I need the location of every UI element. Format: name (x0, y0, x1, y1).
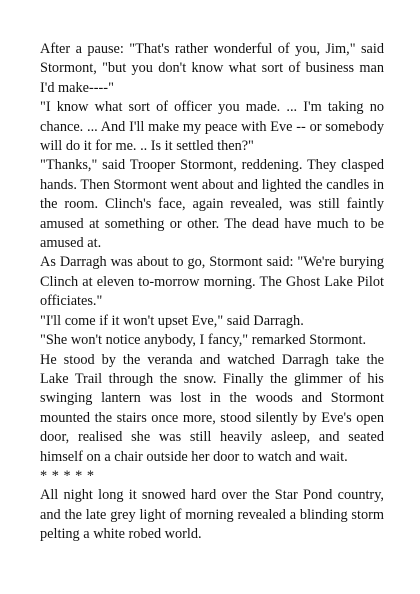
section-separator: * * * * * (40, 467, 95, 484)
paragraph-4: As Darragh was about to go, Stormont said: "We're burying Clinch at eleven to-morrow morning. The Ghost Lake Pilot officiates." (40, 254, 384, 310)
paragraph-7: He stood by the veranda and watched Darragh take the Lake Trail through the snow. Finally the glimmer of his swinging lantern was lost in the woods and Stormont mounted the stairs once more, stood silently by Eve's open door, realised she was still heavily asleep, and seated himself on a chair outside her door to watch and wait. (40, 351, 384, 465)
paragraph-1: After a pause: "That's rather wonderful of you, Jim," said Stormont, "but you don't know what sort of business man I'd make----" (40, 41, 384, 96)
paragraph-3: "Thanks," said Trooper Stormont, reddening. They clasped hands. Then Stormont went about and lighted the candles in the room. Clinch's face, again revealed, was still faintly amused at something or other. The dead have much to be amused at. (40, 157, 384, 252)
paragraph-5: "I'll come if it won't upset Eve," said Darragh. (40, 312, 304, 329)
document-page (40, 40, 384, 545)
paragraph-2: "I know what sort of officer you made. ... I'm taking no chance. ... And I'll make my peace with Eve -- or somebody will do it for me. .. Is it settled then?" (40, 99, 384, 155)
paragraph-6: "She won't notice anybody, I fancy," remarked Stormont. (40, 332, 367, 349)
paragraph-8: All night long it snowed hard over the Star Pond country, and the late grey light of morning revealed a blinding storm pelting a white robed world. (40, 487, 384, 543)
